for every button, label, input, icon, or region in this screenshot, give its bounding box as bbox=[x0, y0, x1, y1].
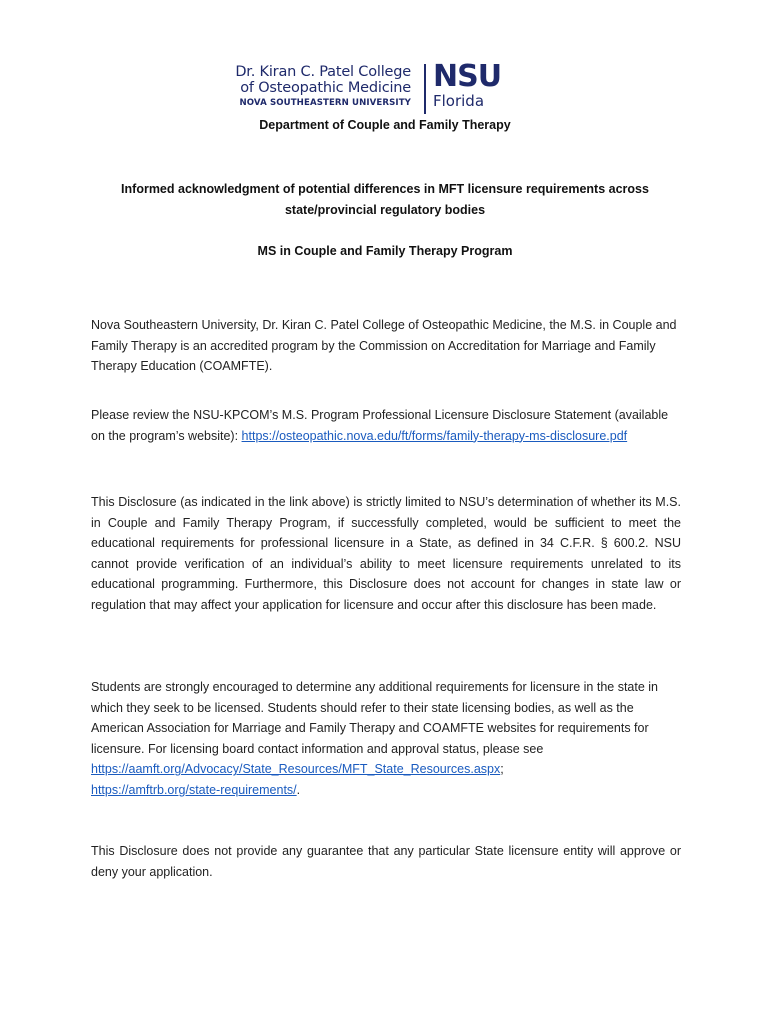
no-guarantee-paragraph: This Disclosure does not provide any guarantee that any particular State licensure entity will approve or deny your application. bbox=[91, 844, 681, 879]
paragraph-end-period: . bbox=[296, 782, 301, 797]
link-separator: ; bbox=[500, 762, 504, 777]
logo-nsu-wordmark: NSU bbox=[433, 59, 502, 94]
college-logo bbox=[235, 59, 523, 116]
logo-florida-wordmark: Florida bbox=[433, 92, 485, 110]
accreditation-paragraph: Nova Southeastern University, Dr. Kiran C. Patel College of Osteopathic Medicine, the M.S. in Couple and Family Therapy is an accredited program by the Commission on Accreditation for Marriage and Family Therapy Education (COAMFTE). bbox=[91, 318, 677, 374]
logo-university-name: NOVA SOUTHEASTERN UNIVERSITY bbox=[239, 98, 411, 108]
disclosure-pdf-link[interactable]: https://osteopathic.nova.edu/ft/forms/family-therapy-ms-disclosure.pdf bbox=[241, 428, 628, 443]
program-heading: MS in Couple and Family Therapy Program bbox=[257, 244, 513, 258]
department-heading: Department of Couple and Family Therapy bbox=[259, 118, 511, 132]
disclosure-limits-paragraph: This Disclosure (as indicated in the link above) is strictly limited to NSU’s determination of whether its M.S. in Couple and Family Therapy Program, if successfully completed, would be sufficient to meet the educational requirements for professional licensure in a State, as defined in 34 C.F.R. § 600.2. NSU cannot provide verification of an individual’s ability to meet licensure requirements unrelated to its educational programming. Furthermore, this Disclosure does not account for changes in state law or regulation that may affect your application for licensure and occur after this disclosure has been made. bbox=[91, 495, 681, 612]
document-title-line2: state/provincial regulatory bodies bbox=[284, 203, 486, 217]
amftrb-requirements-link[interactable]: https://amftrb.org/state-requirements/ bbox=[91, 782, 297, 797]
logo-text-block bbox=[235, 64, 411, 108]
logo-college-name-line2: of Osteopathic Medicine bbox=[240, 80, 411, 96]
logo-college-name-line1: Dr. Kiran C. Patel College bbox=[235, 64, 411, 80]
additional-requirements-text: Students are strongly encouraged to determine any additional requirements for licensure in the state in which they seek to be licensed. Students should refer to their state licensing bodies, as well as the American Association for Marriage and Family Therapy and COAMFTE websites for requirements for licensure. For licensing board contact information and approval status, please see bbox=[91, 680, 658, 756]
document-title-line1: Informed acknowledgment of potential differences in MFT licensure requirements across bbox=[121, 182, 649, 196]
additional-requirements-paragraph bbox=[91, 677, 681, 801]
logo-nsu-block bbox=[433, 59, 502, 110]
review-disclosure-paragraph bbox=[91, 405, 681, 446]
review-disclosure-text: Please review the NSU-KPCOM’s M.S. Program Professional Licensure Disclosure Statement (available on the program’s website): bbox=[91, 408, 669, 443]
aamft-resources-link[interactable]: https://aamft.org/Advocacy/State_Resources/MFT_State_Resources.aspx bbox=[91, 762, 501, 777]
logo-divider bbox=[424, 64, 426, 114]
